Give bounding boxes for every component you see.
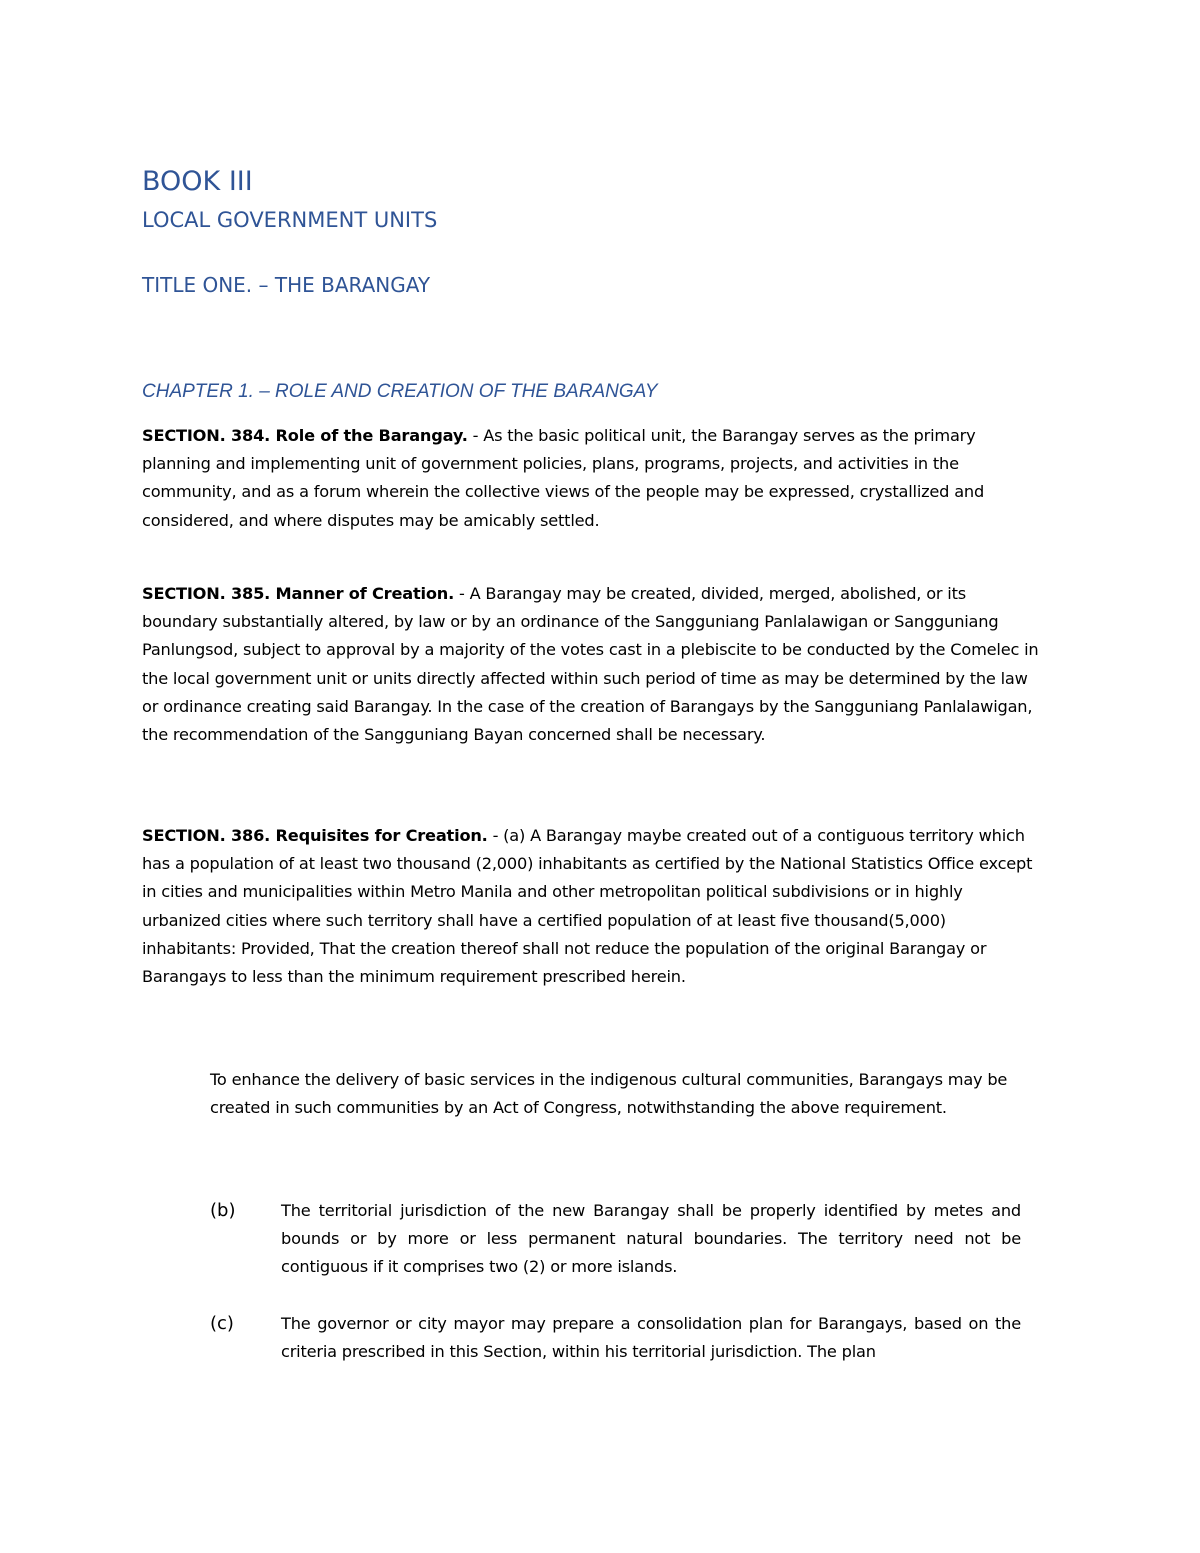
section-386-heading: SECTION. 386. Requisites for Creation. bbox=[142, 826, 488, 845]
section-384-body: - As the basic political unit, the Barangay serves as the primary planning and implementing unit of government policies, plans, programs, projects, and activities in the community, and as a forum wherein the collective views of the people may be expressed, crystallized and considered, and where disputes may be amicably settled. bbox=[142, 426, 985, 530]
section-386-paragraph bbox=[142, 822, 1042, 991]
list-text-b: The territorial jurisdiction of the new Barangay shall be properly identified by metes and bounds or by more or less permanent natural boundaries. The territory need not be contiguous if it comprises two (2) or more islands. bbox=[281, 1201, 1021, 1277]
section-385-body: - A Barangay may be created, divided, merged, abolished, or its boundary substantially altered, by law or by an ordinance of the Sangguniang Panlalawigan or Sangguniang Panlungsod, subject to approval by a majority of the votes cast in a plebiscite to be conducted by the Comelec in the local government unit or units directly affected within such period of time as may be determined by the law or ordinance creating said Barangay. In the case of the creation of Barangays by the Sangguniang Panlalawigan, the recommendation of the Sangguniang Bayan concerned shall be necessary. bbox=[142, 584, 1039, 745]
book-title: BOOK III bbox=[142, 166, 253, 197]
list-marker-c: (c) bbox=[210, 1313, 234, 1334]
indented-paragraph: To enhance the delivery of basic services in the indigenous cultural communities, Barangays may be created in such communities by an Act of Congress, notwithstanding the above requirement. bbox=[210, 1070, 1008, 1118]
title-heading: TITLE ONE. – THE BARANGAY bbox=[142, 273, 431, 297]
list-text-c: The governor or city mayor may prepare a consolidation plan for Barangays, based on the criteria prescribed in this Section, within his territorial jurisdiction. The plan bbox=[281, 1314, 1021, 1362]
chapter-heading: CHAPTER 1. – ROLE AND CREATION OF THE BARANGAY bbox=[142, 381, 658, 402]
section-384-heading: SECTION. 384. Role of the Barangay. bbox=[142, 426, 468, 445]
section-385-paragraph bbox=[142, 580, 1042, 749]
section-386-body: - (a) A Barangay maybe created out of a contiguous territory which has a population of at least two thousand (2,000) inhabitants as certified by the National Statistics Office except in cities and municipalities within Metro Manila and other metropolitan political subdivisions or in highly urbanized cities where such territory shall have a certified population of at least five thousand(5,000) inhabitants: Provided, That the creation thereof shall not reduce the population of the original Barangay or Barangays to less than the minimum requirement prescribed herein. bbox=[142, 826, 1033, 987]
section-385-heading: SECTION. 385. Manner of Creation. bbox=[142, 584, 455, 603]
book-subtitle: LOCAL GOVERNMENT UNITS bbox=[142, 208, 438, 232]
list-marker-b: (b) bbox=[210, 1200, 236, 1221]
section-384-paragraph bbox=[142, 422, 1042, 535]
